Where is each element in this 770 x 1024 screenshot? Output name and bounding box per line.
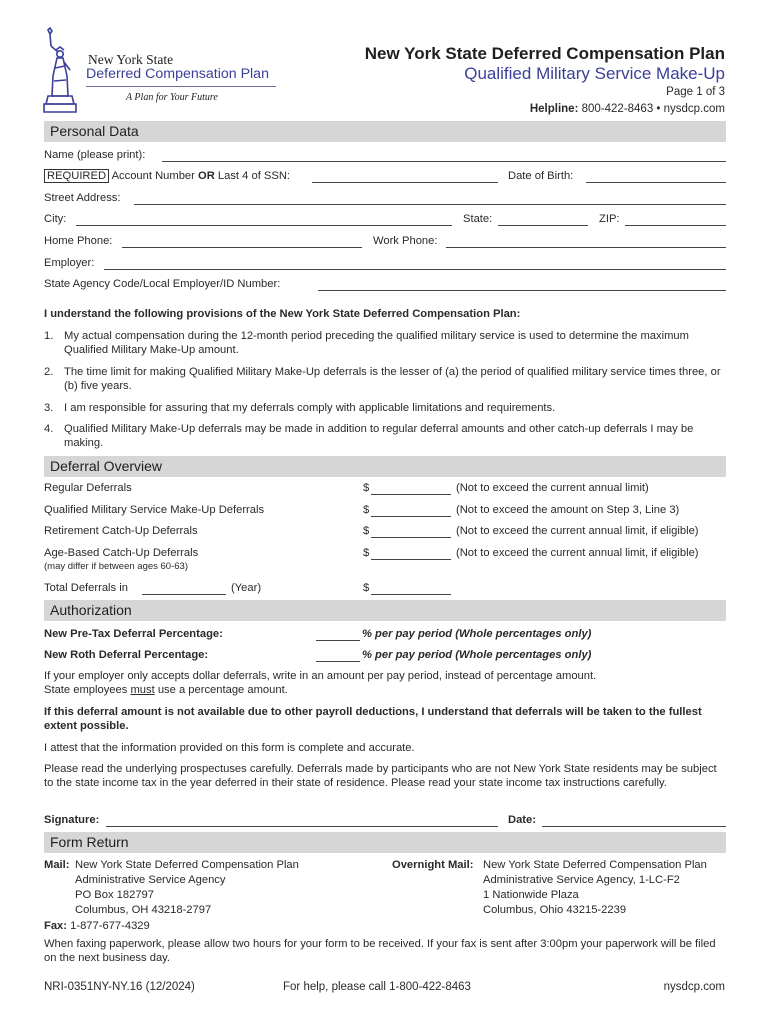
address-line: Administrative Service Agency, 1-LC-F2 — [483, 874, 680, 886]
deferral-note: (Not to exceed the amount on Step 3, Line 3) — [456, 504, 680, 516]
provision-text: The time limit for making Qualified Military Make-Up deferrals is the lesser of (a) the period of qualified military service times three, or (b) five years. — [64, 366, 721, 392]
zip-field[interactable] — [625, 213, 726, 226]
provision-number: 4. — [44, 423, 54, 435]
address-line: Columbus, OH 43218-2797 — [75, 904, 212, 916]
nysdcp-logo — [40, 26, 280, 114]
name-label: Name (please print): — [44, 149, 146, 161]
military-makeup-amount-field[interactable] — [371, 504, 451, 517]
provision-text: I am responsible for assuring that my deferrals comply with applicable limitations and requirements. — [64, 402, 556, 414]
total-year-field[interactable] — [142, 582, 226, 595]
statue-of-liberty-icon — [40, 26, 88, 114]
regular-deferral-amount-field[interactable] — [371, 482, 451, 495]
account-label-b: Last 4 of SSN: — [217, 170, 291, 182]
footer-site: nysdcp.com — [663, 981, 725, 993]
deferral-label: Age-Based Catch-Up Deferrals — [44, 547, 199, 559]
section-title: Deferral Overview — [50, 458, 163, 474]
deferral-row — [44, 547, 726, 561]
phone-row — [44, 235, 726, 249]
provision-text: My actual compensation during the 12-month period preceding the qualified military service is used to determine the maximum Qualified Military Make-Up amount. — [64, 330, 689, 356]
retirement-catchup-amount-field[interactable] — [371, 525, 451, 538]
address-line: 1 Nationwide Plaza — [483, 889, 579, 901]
dollar-note-part: use a percentage amount. — [157, 683, 288, 696]
agency-label: State Agency Code/Local Employer/ID Number: — [44, 278, 281, 290]
address-line: PO Box 182797 — [75, 889, 154, 901]
age-note: (may differ if between ages 60-63) — [44, 561, 188, 572]
zip-label: ZIP: — [599, 213, 620, 225]
currency-symbol: $ — [363, 582, 370, 594]
page-indicator: Page 1 of 3 — [666, 86, 725, 98]
required-badge: REQUIRED — [44, 169, 109, 183]
dollar-note-part: State employees — [44, 683, 128, 696]
overnight-lines — [483, 858, 707, 918]
name-row — [44, 149, 726, 163]
city-label: City: — [44, 213, 67, 225]
signature-label: Signature: — [44, 814, 100, 826]
address-line: Administrative Service Agency — [75, 874, 226, 886]
account-row — [44, 170, 726, 184]
logo-line-1: New York State — [88, 52, 174, 67]
city-row — [44, 213, 726, 227]
currency-symbol: $ — [363, 482, 370, 494]
total-amount-field[interactable] — [371, 582, 451, 595]
street-field[interactable] — [134, 192, 726, 205]
agency-row — [44, 278, 726, 292]
provisions-intro: I understand the following provisions of the New York State Deferred Compensation Plan: — [44, 308, 521, 320]
date-label: Date: — [508, 814, 536, 826]
signature-row — [44, 814, 726, 828]
deferral-note: (Not to exceed the current annual limit) — [456, 482, 649, 494]
helpline — [530, 103, 725, 115]
currency-symbol: $ — [363, 504, 370, 516]
signature-field[interactable] — [106, 814, 498, 827]
deferral-label: Regular Deferrals — [44, 482, 132, 494]
address-line: Columbus, Ohio 43215-2239 — [483, 904, 627, 916]
provision-number: 3. — [44, 402, 54, 414]
mail-lines — [75, 858, 299, 918]
employer-field[interactable] — [104, 257, 726, 270]
state-field[interactable] — [498, 213, 588, 226]
helpline-label: Helpline: — [529, 103, 579, 115]
age-catchup-amount-field[interactable] — [371, 547, 451, 560]
prospectus-note: Please read the underlying prospectuses carefully. Deferrals made by participants who are not New York State residents may be subject to the state income tax in the year deferred in their state of residence. Please read your state income tax instructions carefully. — [44, 763, 717, 789]
dollar-note-line-1: If your employer only accepts dollar deferrals, write in an amount per pay period, instead of percentage amount. — [44, 670, 597, 682]
home-phone-label: Home Phone: — [44, 235, 113, 247]
account-label-group — [44, 170, 290, 182]
dollar-note-line-2 — [44, 684, 726, 698]
logo-rule — [86, 86, 276, 87]
address-line: New York State Deferred Compensation Plan — [483, 859, 707, 871]
account-or: OR — [198, 170, 215, 182]
section-title: Form Return — [50, 834, 129, 850]
total-row — [44, 582, 726, 596]
dollar-note-must: must — [130, 683, 155, 696]
deferral-row — [44, 482, 726, 496]
street-label: Street Address: — [44, 192, 121, 204]
deferral-row — [44, 504, 726, 518]
fax-label: Fax: — [44, 920, 68, 932]
footer-help: For help, please call 1-800-422-8463 — [283, 981, 471, 993]
roth-row — [44, 649, 726, 663]
section-authorization — [44, 600, 726, 621]
employer-row — [44, 257, 726, 271]
form-subtitle: Qualified Military Service Make-Up — [464, 64, 725, 83]
employer-label: Employer: — [44, 257, 95, 269]
dollar-note — [44, 670, 726, 697]
overnight-label: Overnight Mail: — [392, 859, 474, 871]
home-phone-field[interactable] — [122, 235, 362, 248]
date-field[interactable] — [542, 814, 726, 827]
fax-row — [44, 920, 444, 934]
form-title: New York State Deferred Compensation Plan — [364, 44, 725, 63]
pretax-row — [44, 628, 726, 642]
section-personal-data — [44, 121, 726, 142]
state-label: State: — [463, 213, 493, 225]
roth-label: New Roth Deferral Percentage: — [44, 649, 209, 661]
pretax-label: New Pre-Tax Deferral Percentage: — [44, 628, 223, 640]
provision-number: 1. — [44, 330, 54, 342]
name-field[interactable] — [162, 149, 726, 162]
section-form-return — [44, 832, 726, 853]
dob-field[interactable] — [586, 170, 726, 183]
percent-note: % per pay period (Whole percentages only) — [362, 649, 592, 661]
attest-note: I attest that the information provided on this form is complete and accurate. — [44, 742, 415, 754]
work-phone-field[interactable] — [446, 235, 726, 248]
helpline-value: 800-422-8463 • nysdcp.com — [581, 103, 725, 115]
unavailable-note: If this deferral amount is not available due to other payroll deductions, I understand that deferrals will be taken to the fullest extent possible. — [44, 706, 702, 732]
account-label-a: Account Number — [111, 170, 195, 182]
provision-number: 2. — [44, 366, 54, 378]
city-field[interactable] — [76, 213, 452, 226]
currency-symbol: $ — [363, 547, 370, 559]
deferral-row — [44, 525, 726, 539]
section-title: Personal Data — [50, 123, 139, 139]
deferral-note: (Not to exceed the current annual limit, if eligible) — [456, 547, 699, 559]
percent-note: % per pay period (Whole percentages only) — [362, 628, 592, 640]
account-number-field[interactable] — [312, 170, 498, 183]
currency-symbol: $ — [363, 525, 370, 537]
provision-text: Qualified Military Make-Up deferrals may be made in addition to regular deferral amounts and other catch-up deferrals I may be making. — [64, 423, 694, 449]
logo-tagline: A Plan for Your Future — [126, 92, 218, 103]
work-phone-label: Work Phone: — [373, 235, 438, 247]
deferral-label: Qualified Military Service Make-Up Deferrals — [44, 504, 265, 516]
pretax-percentage-field[interactable] — [316, 628, 360, 641]
mail-label: Mail: — [44, 859, 70, 871]
logo-line-2: Deferred Compensation Plan — [86, 66, 269, 82]
street-row — [44, 192, 726, 206]
fax-note: When faxing paperwork, please allow two hours for your form to be received. If your fax is sent after 3:00pm your paperwork will be filed on the next business day. — [44, 938, 716, 964]
agency-field[interactable] — [318, 278, 726, 291]
deferral-label: Retirement Catch-Up Deferrals — [44, 525, 198, 537]
fax-number: 1-877-677-4329 — [70, 920, 150, 932]
deferral-note: (Not to exceed the current annual limit, if eligible) — [456, 525, 699, 537]
section-title: Authorization — [50, 602, 132, 618]
section-deferral-overview — [44, 456, 726, 477]
address-line: New York State Deferred Compensation Plan — [75, 859, 299, 871]
form-code: NRI-0351NY-NY.16 (12/2024) — [44, 981, 195, 993]
total-year-label: (Year) — [231, 582, 262, 594]
roth-percentage-field[interactable] — [316, 649, 360, 662]
total-label: Total Deferrals in — [44, 582, 128, 594]
dob-label: Date of Birth: — [508, 170, 574, 182]
